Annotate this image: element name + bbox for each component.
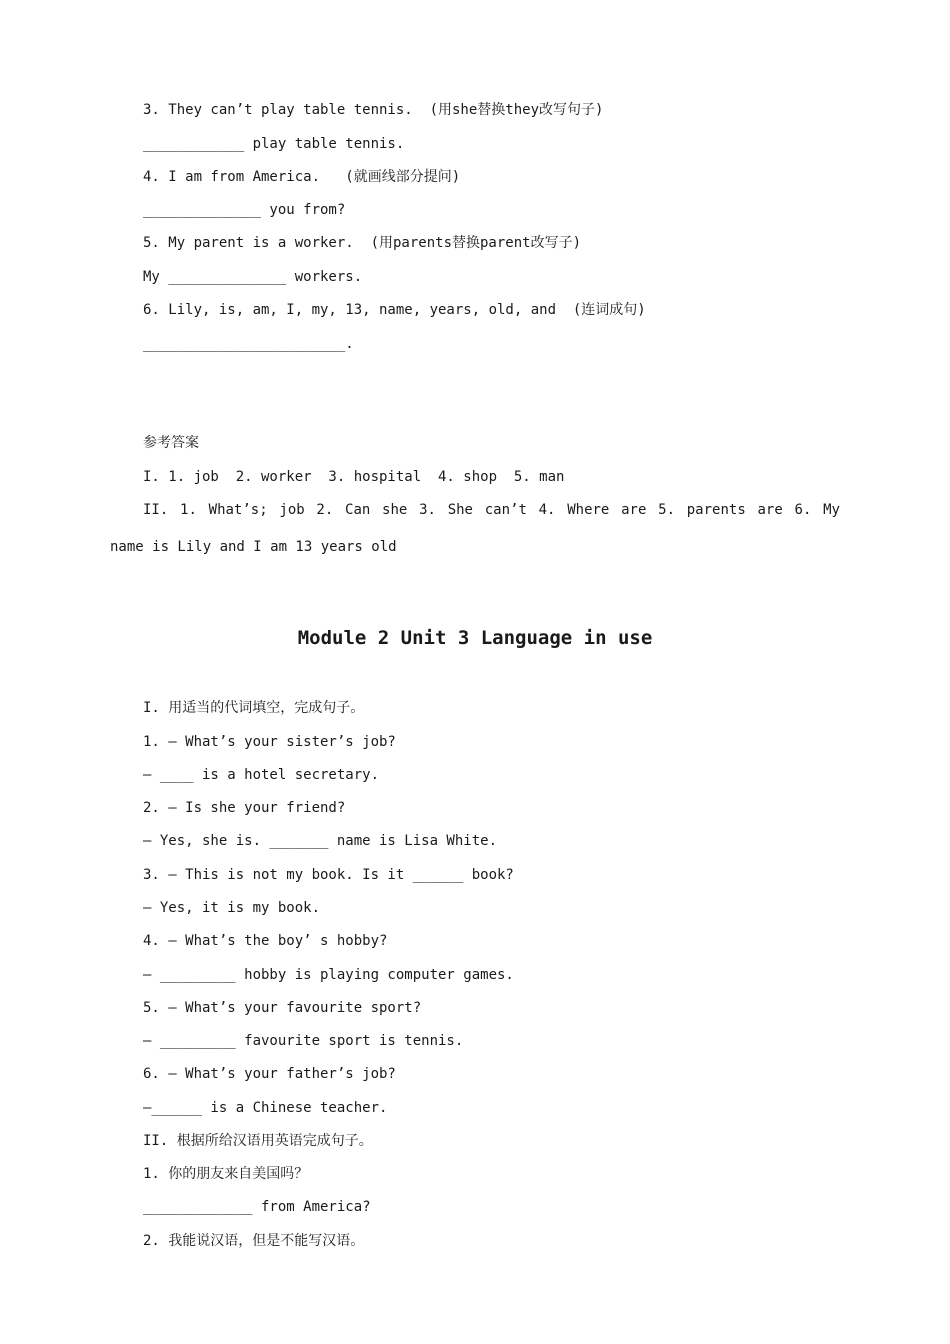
section-1-item-3-response: — Yes, it is my book. — [143, 900, 321, 916]
section-2-item-1: 1. 你的朋友来自美国吗？ — [143, 1166, 309, 1182]
section-1-item-4-question: 4. — What’s the boy’ s hobby? — [143, 933, 388, 949]
exercise-item-3-answer-line: ____________ play table tennis. — [143, 136, 405, 152]
answer-key-line-2: II. 1. What’s; job 2. Can she 3. She can’t 4. Where are 5. parents are 6. My — [143, 502, 840, 518]
section-2-heading: II. 根据所给汉语用英语完成句子。 — [143, 1133, 373, 1149]
exercise-item-5: 5. My parent is a worker. (用parents替换parent改写子) — [143, 235, 582, 251]
section-1-heading: I. 用适当的代词填空，完成句子。 — [143, 700, 365, 716]
answer-key-heading: 参考答案 — [143, 435, 199, 451]
section-1-item-1-response: — ____ is a hotel secretary. — [143, 767, 380, 783]
section-1-item-3-question: 3. — This is not my book. Is it ______ book? — [143, 867, 514, 883]
section-1-item-5-question: 5. — What’s your favourite sport? — [143, 1000, 422, 1016]
exercise-item-6: 6. Lily, is, am, I, my, 13, name, years, old, and (连词成句) — [143, 302, 646, 318]
section-1-item-2-question: 2. — Is she your friend? — [143, 800, 346, 816]
section-2-item-2: 2. 我能说汉语，但是不能写汉语。 — [143, 1233, 365, 1249]
section-1-item-6-response: —______ is a Chinese teacher. — [143, 1100, 388, 1116]
exercise-item-4: 4. I am from America. (就画线部分提问) — [143, 169, 461, 185]
section-1-item-6-question: 6. — What’s your father’s job? — [143, 1066, 396, 1082]
exercise-item-3: 3. They can’t play table tennis. (用she替换they改写句子) — [143, 102, 604, 118]
exercise-item-5-answer-line: My ______________ workers. — [143, 269, 363, 285]
section-1-item-2-response: — Yes, she is. _______ name is Lisa White. — [143, 833, 498, 849]
module-title: Module 2 Unit 3 Language in use — [297, 627, 653, 649]
section-1-item-4-response: — _________ hobby is playing computer games. — [143, 967, 514, 983]
exercise-item-6-answer-line: ________________________. — [143, 336, 354, 352]
section-1-item-1-question: 1. — What’s your sister’s job? — [143, 734, 396, 750]
exercise-item-4-answer-line: ______________ you from? — [143, 202, 346, 218]
section-1-item-5-response: — _________ favourite sport is tennis. — [143, 1033, 464, 1049]
answer-key-line-3: name is Lily and I am 13 years old — [110, 539, 397, 555]
section-2-item-1-answer-line: _____________ from America? — [143, 1199, 371, 1215]
answer-key-line-1: I. 1. job 2. worker 3. hospital 4. shop 5. man — [143, 469, 565, 485]
